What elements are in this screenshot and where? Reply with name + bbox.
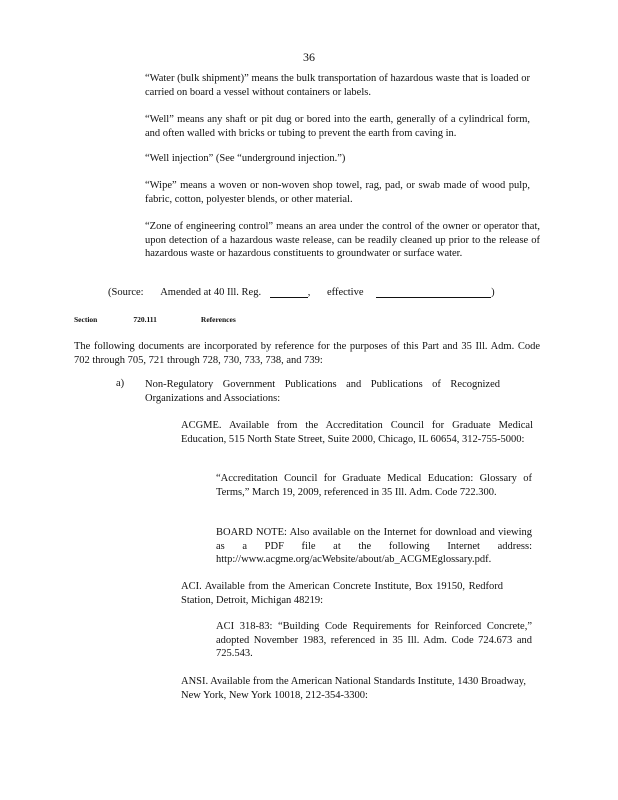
reference-entry-ansi: ANSI. Available from the American National Standards Institute, 1430 Broadway, New York, New York 10018, 212-354-3300: [181,676,526,701]
section-label: Section [74,315,98,324]
definition-zone-of-engineering-control: “Zone of engineering control” means an area under the control of the owner or operator that, upon detection of a hazardous waste release, can be readily cleaned up prior to the release of hazardous waste or hazardous constituents to groundwater or surface water. [145,221,540,260]
section-title: References [200,315,236,324]
item-a-label: a) [116,378,125,389]
register-blank [270,287,308,298]
references-intro: The following documents are incorporated by reference for the purposes of this Part and 35 Ill. Adm. Code 702 through 705, 721 through 728, 730, 733, 738, and 739: [74,341,540,366]
section-heading [74,315,236,324]
page-number: 36 [303,50,315,64]
reference-entry-aci-318: ACI 318-83: “Building Code Requirements for Reinforced Concrete,” adopted November 1983, referenced in 35 Ill. Adm. Code 724.673 and 725.543. [216,621,532,660]
source-close: ) [491,287,495,298]
source-effective: effective [326,287,364,298]
effective-date-blank [376,287,491,298]
source-prefix: (Source: [108,287,144,298]
definition-wipe: “Wipe” means a woven or non-woven shop towel, rag, pad, or swab made of wood pulp, fabric, cotton, polyester blends, or other material. [145,180,530,205]
source-comma: , [307,287,311,298]
board-note: BOARD NOTE: Also available on the Internet for download and viewing as a PDF file at the following Internet address: http://www.acgme.org/acWebsite/about/ab_ACGMEglossary.pdf. [216,527,532,566]
definition-well: “Well” means any shaft or pit dug or bored into the earth, generally of a cylindrical form, and often walled with bricks or tubing to prevent the earth from caving in. [145,114,530,139]
definition-well-injection: “Well injection” (See “underground injection.”) [145,153,346,164]
section-number: 720.111 [133,315,157,324]
source-amended: Amended at 40 Ill. Reg. [160,287,262,298]
reference-entry-aci: ACI. Available from the American Concrete Institute, Box 19150, Redford Station, Detroit, Michigan 48219: [181,581,503,606]
definition-water: “Water (bulk shipment)” means the bulk transportation of hazardous waste that is loaded or carried on board a vessel without containers or labels. [145,73,530,98]
item-a-text: Non-Regulatory Government Publications and Publications of Recognized Organizations and Associations: [145,379,500,404]
reference-entry-acgme-glossary: “Accreditation Council for Graduate Medical Education: Glossary of Terms,” March 19, 2009, referenced in 35 Ill. Adm. Code 722.300. [216,473,532,498]
source-note [108,287,495,298]
reference-entry-acgme: ACGME. Available from the Accreditation Council for Graduate Medical Education, 515 North State Street, Suite 2000, Chicago, IL 60654, 312-755-5000: [181,420,533,445]
